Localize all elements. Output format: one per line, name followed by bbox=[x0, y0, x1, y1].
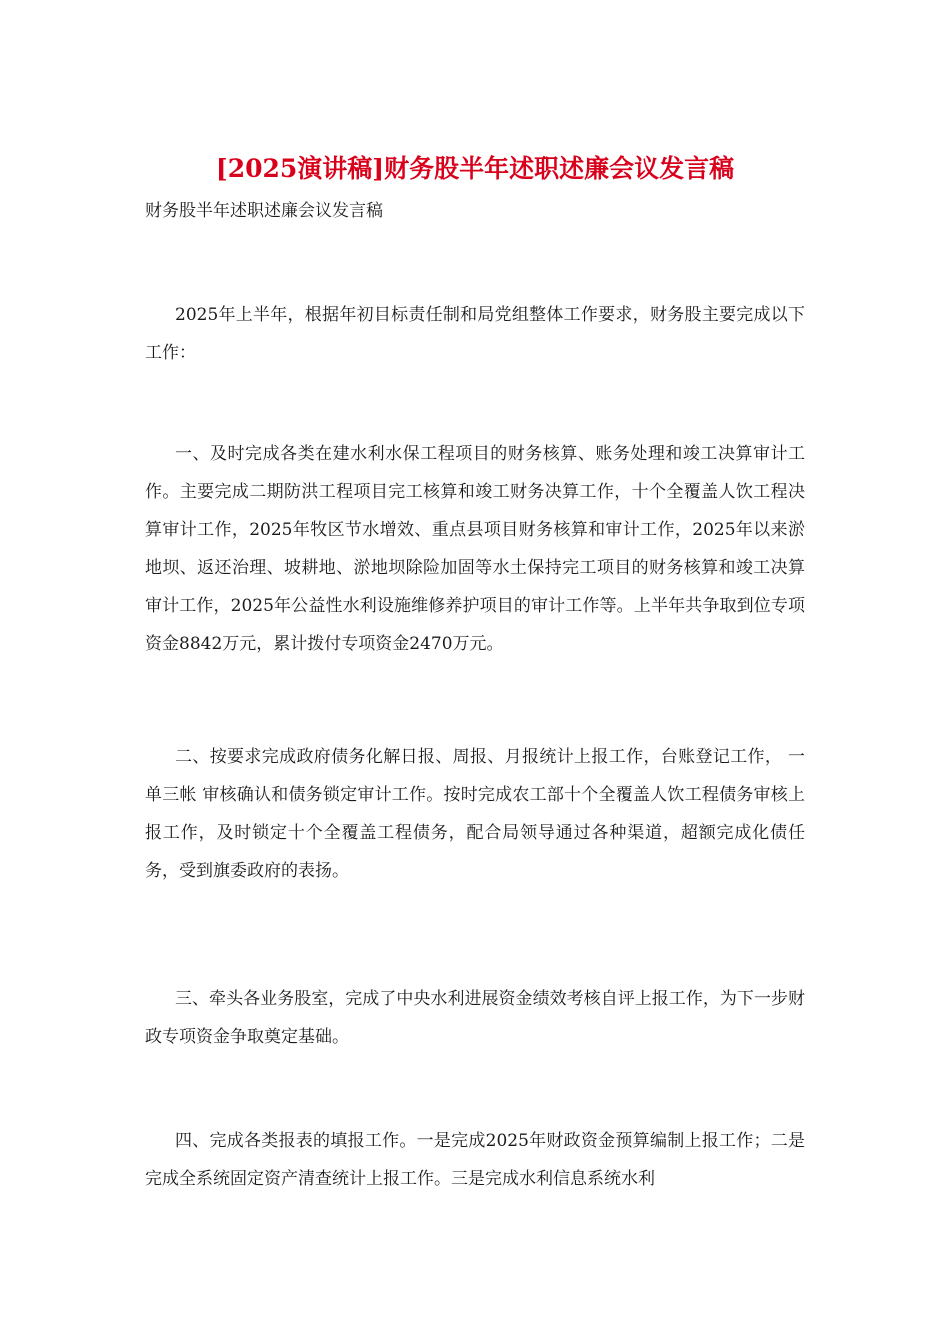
paragraph-intro: 2025年上半年，根据年初目标责任制和局党组整体工作要求，财务股主要完成以下工作： bbox=[145, 305, 805, 363]
document-title: [2025演讲稿]财务股半年述职述廉会议发言稿 bbox=[215, 154, 735, 183]
paragraph-section-1: 一、及时完成各类在建水利水保工程项目的财务核算、账务处理和竣工决算审计工作。主要完成二期防洪工程项目完工核算和竣工财务决算工作，十个全覆盖人饮工程决算审计工作，2025年牧区节水增效、重点县项目财务核算和审计工作，2025年以来淤地坝、返还治理、坡耕地、淤地坝除险加固等水土保持完工项目的财务核算和竣工决算审计工作，2025年公益性水利设施维修养护项目的审计工作等。上半年共争取到位专项资金8842万元，累计拨付专项资金2470万元。 bbox=[145, 444, 805, 654]
paragraph-section-2: 二、按要求完成政府债务化解日报、周报、月报统计上报工作，台账登记工作， 一单三帐 审核确认和债务锁定审计工作。按时完成农工部十个全覆盖人饮工程债务审核上报工作，及时锁定十个全覆盖工程债务，配合局领导通过各种渠道，超额完成化债任务，受到旗委政府的表扬。 bbox=[145, 747, 805, 881]
document-subtitle: 财务股半年述职述廉会议发言稿 bbox=[145, 201, 383, 221]
paragraph-section-3: 三、牵头各业务股室，完成了中央水利进展资金绩效考核自评上报工作，为下一步财政专项资金争取奠定基础。 bbox=[145, 989, 805, 1047]
paragraph-section-4: 四、完成各类报表的填报工作。一是完成2025年财政资金预算编制上报工作；二是完成全系统固定资产清查统计上报工作。三是完成水利信息系统水利 bbox=[145, 1131, 805, 1189]
